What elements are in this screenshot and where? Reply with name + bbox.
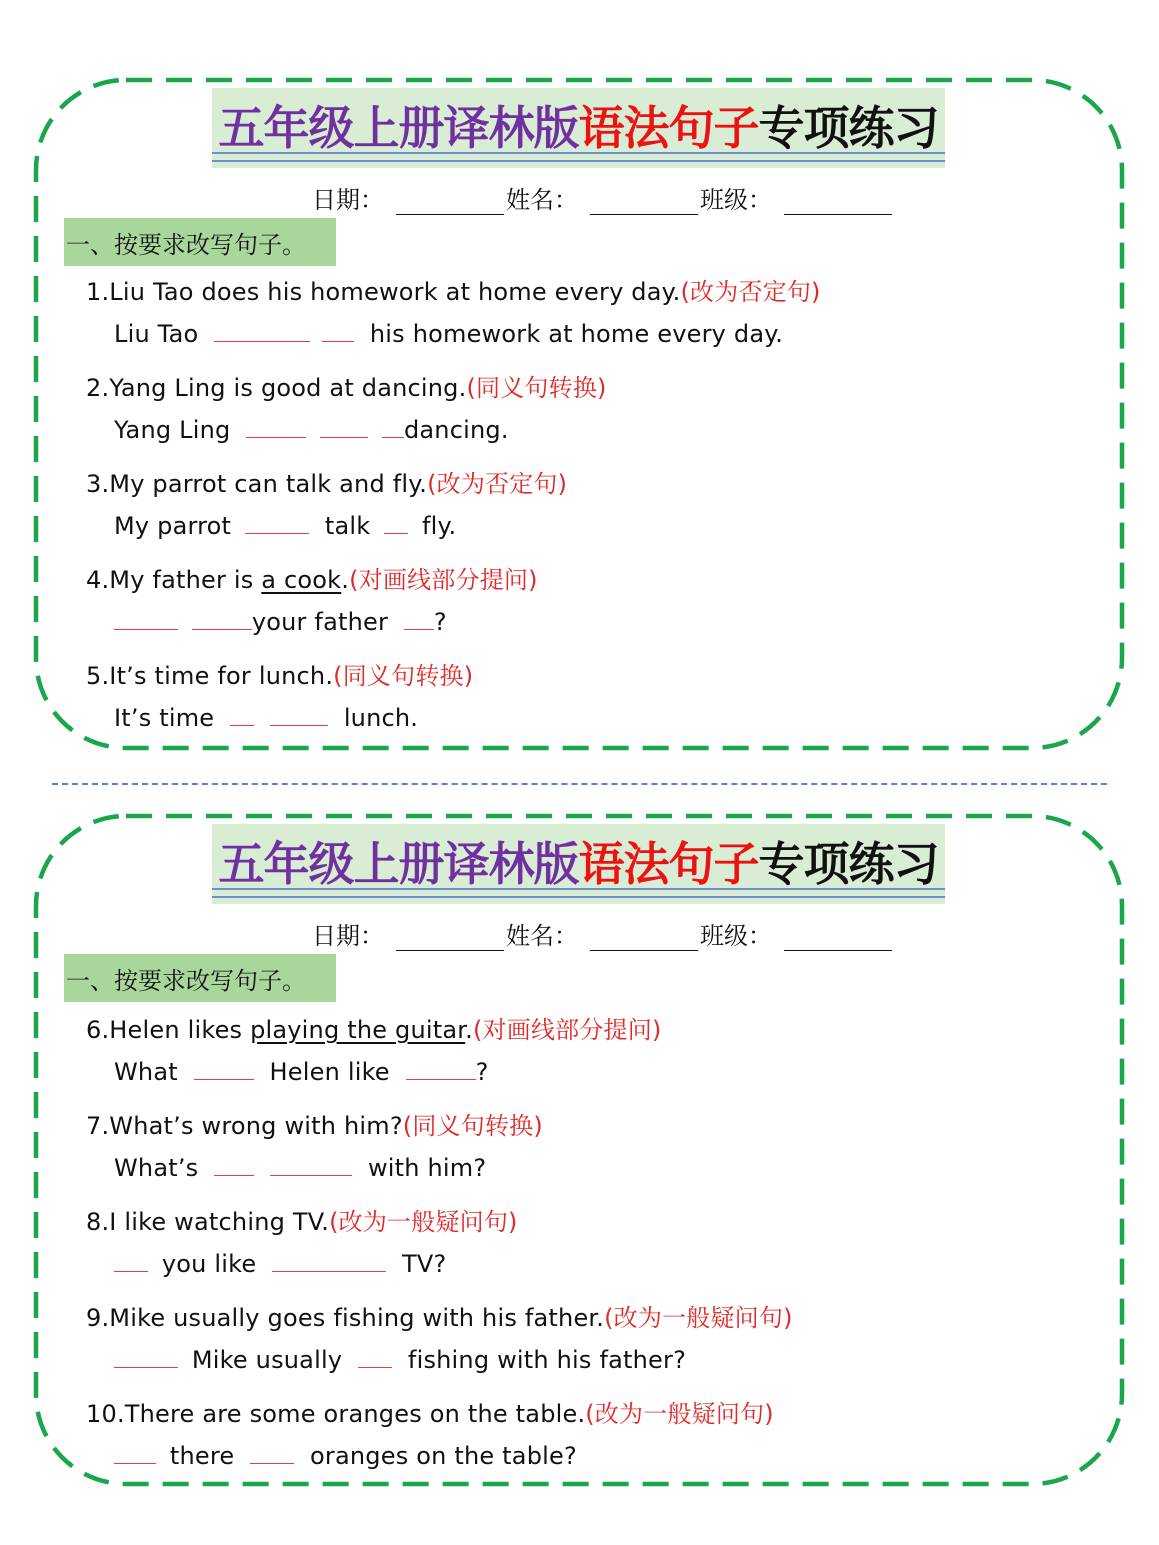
underlined-part: a cook <box>261 566 342 594</box>
name-field[interactable] <box>590 924 698 951</box>
date-label: 日期： <box>312 186 384 214</box>
title-underline <box>212 888 945 898</box>
title-banner <box>212 824 945 904</box>
date-field[interactable] <box>396 924 504 951</box>
question-3: 3.My parrot can talk and fly.(改为否定句) <box>86 470 568 498</box>
answer-6: What Helen like ? <box>114 1058 489 1086</box>
answer-blank[interactable] <box>404 609 434 630</box>
name-label: 姓名： <box>506 922 578 950</box>
section-heading: 一、按要求改写句子。 <box>64 218 336 266</box>
name-field[interactable] <box>590 188 698 215</box>
page-title: 五年级上册译林版语法句子专项练习 <box>218 101 939 155</box>
answer-blank[interactable] <box>320 417 368 438</box>
question-2: 2.Yang Ling is good at dancing.(同义句转换) <box>86 374 607 402</box>
answer-blank[interactable] <box>194 1059 254 1080</box>
answer-blank[interactable] <box>114 1443 156 1464</box>
answer-blank[interactable] <box>384 513 408 534</box>
answer-blank[interactable] <box>358 1347 392 1368</box>
underlined-part: playing the guitar <box>250 1016 466 1044</box>
answer-blank[interactable] <box>272 1251 386 1272</box>
class-field[interactable] <box>784 924 892 951</box>
question-8: 8.I like watching TV.(改为一般疑问句) <box>86 1208 518 1236</box>
student-info-row <box>312 180 894 215</box>
question-10: 10.There are some oranges on the table.(改为一般疑问句) <box>86 1400 774 1428</box>
cut-line <box>52 783 1107 785</box>
date-field[interactable] <box>396 188 504 215</box>
name-label: 姓名： <box>506 186 578 214</box>
answer-4: your father ? <box>114 608 447 636</box>
question-5: 5.It’s time for lunch.(同义句转换) <box>86 662 474 690</box>
answer-blank[interactable] <box>230 705 254 726</box>
dashed-frame <box>34 78 1124 750</box>
section-heading: 一、按要求改写句子。 <box>64 954 336 1002</box>
page-title: 五年级上册译林版语法句子专项练习 <box>218 837 939 891</box>
answer-3: My parrot talk fly. <box>114 512 457 540</box>
answer-7: What’s with him? <box>114 1154 487 1182</box>
dashed-frame <box>34 814 1124 1486</box>
date-label: 日期： <box>312 922 384 950</box>
answer-9: Mike usually fishing with his father? <box>114 1346 686 1374</box>
answer-2: Yang Ling dancing. <box>114 416 509 444</box>
question-1: 1.Liu Tao does his homework at home every day.(改为否定句) <box>86 278 821 306</box>
answer-8: you like TV? <box>114 1250 446 1278</box>
answer-blank[interactable] <box>114 1251 148 1272</box>
question-7: 7.What’s wrong with him?(同义句转换) <box>86 1112 543 1140</box>
title-banner <box>212 88 945 168</box>
title-underline <box>212 152 945 162</box>
class-label: 班级： <box>700 186 772 214</box>
answer-10: there oranges on the table? <box>114 1442 577 1470</box>
answer-blank[interactable] <box>246 417 306 438</box>
worksheet-card-1 <box>34 78 1124 750</box>
answer-1: Liu Tao his homework at home every day. <box>114 320 784 348</box>
question-6: 6.Helen likes playing the guitar.(对画线部分提问) <box>86 1016 662 1044</box>
answer-blank[interactable] <box>114 609 178 630</box>
class-label: 班级： <box>700 922 772 950</box>
answer-5: It’s time lunch. <box>114 704 419 732</box>
answer-blank[interactable] <box>322 321 354 342</box>
question-4: 4.My father is a cook.(对画线部分提问) <box>86 566 538 594</box>
question-9: 9.Mike usually goes fishing with his father.(改为一般疑问句) <box>86 1304 793 1332</box>
student-info-row <box>312 916 894 951</box>
answer-blank[interactable] <box>382 417 404 438</box>
answer-blank[interactable] <box>192 609 252 630</box>
answer-blank[interactable] <box>214 1155 254 1176</box>
worksheet-card-2 <box>34 814 1124 1486</box>
answer-blank[interactable] <box>214 321 310 342</box>
answer-blank[interactable] <box>245 513 309 534</box>
answer-blank[interactable] <box>406 1059 476 1080</box>
answer-blank[interactable] <box>270 705 328 726</box>
answer-blank[interactable] <box>114 1347 178 1368</box>
answer-blank[interactable] <box>270 1155 352 1176</box>
class-field[interactable] <box>784 188 892 215</box>
answer-blank[interactable] <box>250 1443 294 1464</box>
